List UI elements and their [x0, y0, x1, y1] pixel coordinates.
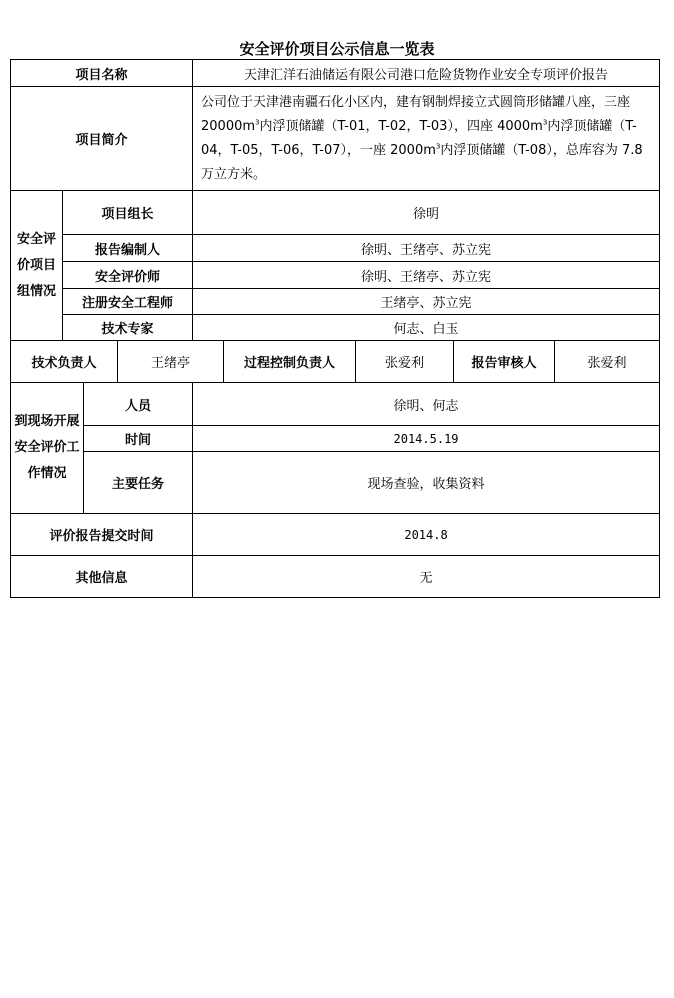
submit-time-label: 评价报告提交时间	[11, 514, 193, 556]
project-intro-text: 公司位于天津港南疆石化小区内，建有钢制焊接立式圆筒形储罐八座，三座 $20000m^3$内浮顶储罐（T-01，T-02，T-03），四座 $4000m^3$内浮顶储罐（T-04，T-05，T-06，T-07），一座 $2000m^3$内浮顶储罐（T-08），总库容为 7.8 万立方米。	[193, 87, 660, 191]
tech-lead-value: 王绪亭	[118, 341, 224, 383]
team-row-label: 报告编制人	[63, 235, 193, 262]
onsite-row	[11, 426, 660, 452]
project-name-row	[11, 60, 660, 87]
team-row	[11, 191, 660, 235]
onsite-row-label: 人员	[84, 383, 193, 426]
project-intro-label: 项目简介	[11, 87, 193, 191]
other-info-value: 无	[193, 556, 660, 598]
team-row-value: 徐明	[193, 191, 660, 235]
disclosure-table	[10, 59, 660, 598]
team-row-value: 王绪亭、苏立宪	[193, 289, 660, 315]
tech-lead-label: 技术负责人	[11, 341, 118, 383]
other-info-label: 其他信息	[11, 556, 193, 598]
onsite-row-label: 主要任务	[84, 452, 193, 514]
team-row	[11, 235, 660, 262]
reviewer-label: 报告审核人	[454, 341, 555, 383]
onsite-row	[11, 383, 660, 426]
responsible-row	[11, 341, 660, 383]
team-row-label: 注册安全工程师	[63, 289, 193, 315]
process-control-label: 过程控制负责人	[224, 341, 356, 383]
onsite-row-value: 2014.5.19	[193, 426, 660, 452]
team-row-value: 徐明、王绪亭、苏立宪	[193, 235, 660, 262]
submit-time-row	[11, 514, 660, 556]
team-row	[11, 315, 660, 341]
submit-time-value: 2014.8	[193, 514, 660, 556]
onsite-section-label: 到现场开展安全评价工作情况	[11, 383, 84, 514]
onsite-row-label: 时间	[84, 426, 193, 452]
onsite-row-value: 徐明、何志	[193, 383, 660, 426]
team-section-label: 安全评价项目组情况	[11, 191, 63, 341]
onsite-row-value: 现场查验，收集资料	[193, 452, 660, 514]
team-row-value: 何志、白玉	[193, 315, 660, 341]
project-name-value: 天津汇洋石油储运有限公司港口危险货物作业安全专项评价报告	[193, 60, 660, 87]
project-name-label: 项目名称	[11, 60, 193, 87]
reviewer-value: 张爱利	[555, 341, 660, 383]
onsite-row	[11, 452, 660, 514]
team-row-value: 徐明、王绪亭、苏立宪	[193, 262, 660, 289]
team-row-label: 安全评价师	[63, 262, 193, 289]
team-row	[11, 262, 660, 289]
other-info-row	[11, 556, 660, 598]
team-row-label: 技术专家	[63, 315, 193, 341]
process-control-value: 张爱利	[356, 341, 454, 383]
team-row	[11, 289, 660, 315]
project-intro-row	[11, 87, 660, 191]
page-title: 安全评价项目公示信息一览表	[239, 40, 435, 58]
team-row-label: 项目组长	[63, 191, 193, 235]
